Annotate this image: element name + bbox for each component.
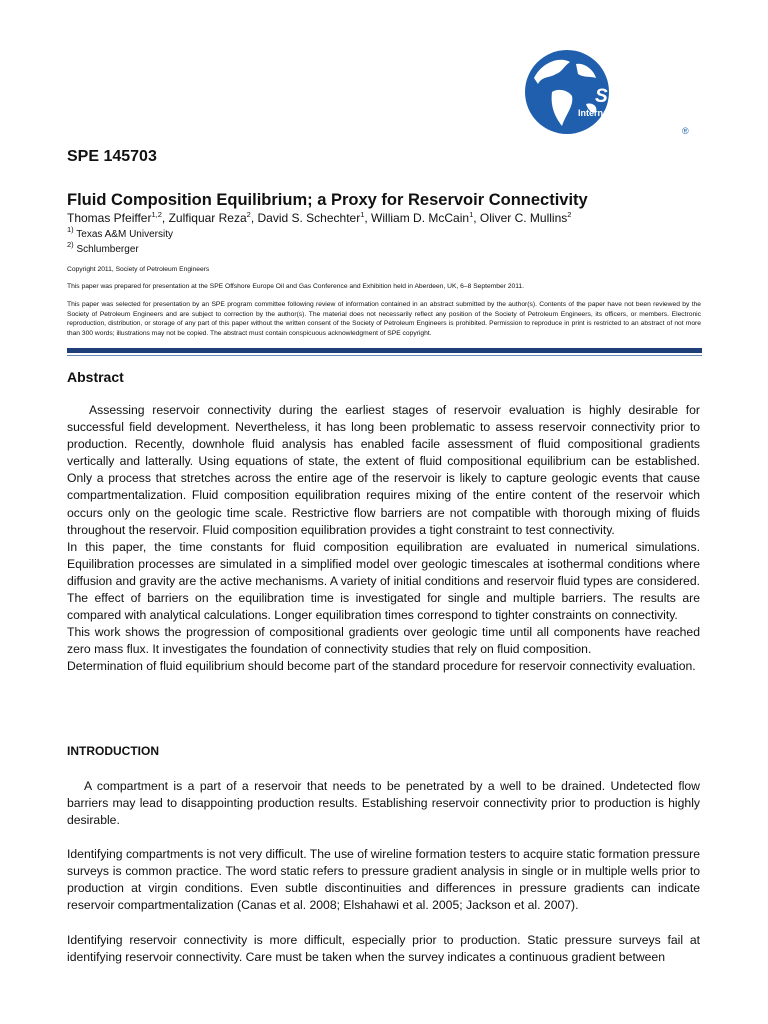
affiliation-2 xyxy=(67,240,139,255)
abstract-paragraph: This work shows the progression of compositional gradients over geologic time until all components have reached zero mass flux. It investigates the foundation of connectivity studies that rely on fluid composition. xyxy=(67,625,700,657)
affiliation-1 xyxy=(67,225,173,240)
author-name: David S. Schechter xyxy=(257,211,361,225)
author-separator: , xyxy=(250,211,258,225)
header-divider xyxy=(67,348,702,353)
affiliation-mark: 1) xyxy=(67,225,74,234)
introduction-paragraph: A compartment is a part of a reservoir that needs to be penetrated by a well to be drained. Undetected flow barriers may lead to disappointing production results. Establishing reservoir connectivity prior to production is highly desirable. xyxy=(67,779,700,828)
affiliation-name: Schlumberger xyxy=(76,244,139,255)
author-affiliation-mark: 2 xyxy=(246,210,251,219)
abstract-paragraph: In this paper, the time constants for fluid composition equilibration are evaluated in numerical simulations. Equilibration processes are simulated in a simplified model over geologic timescales at isothermal conditions where diffusion and gravity are the active mechanisms. A variety of initial conditions and reservoir fluid types are considered. The effect of barriers on the equilibration time is investigated for single and multiple barriers. The results are compared with analytical calculations. Longer equilibration times correspond to tighter constraints on connectivity. xyxy=(67,539,700,623)
author-name: Oliver C. Mullins xyxy=(479,211,568,225)
copyright-notice: Copyright 2011, Society of Petroleum Engineers xyxy=(67,266,210,273)
abstract-paragraph: Assessing reservoir connectivity during the earliest stages of reservoir evaluation is highly desirable for successful field development. Nevertheless, it has long been problematic to assess reservoir connectivity prior to production. Recently, downhole fluid analysis has enabled facile assessment of fluid compositional gradients vertically and latterally. Using equations of state, the extent of fluid compositional equilibrium can be established. Only a process that stretches across the entire age of the reservoir is likely to capture geologic events that cause compartmentalization. Fluid composition equilibration requires mixing of the entire content of the reservoir which occurs only on the geologic time scale. Restrictive flow barriers are not compatible with thorough mixing of fluids throughout the reservoir. Fluid composition equilibration provides a tight constraint to test connectivity. xyxy=(67,403,700,537)
author-name: Thomas Pfeiffer xyxy=(67,211,152,225)
affiliation-name: Texas A&M University xyxy=(76,229,173,240)
affiliation-mark: 2) xyxy=(67,240,74,249)
introduction-paragraph: Identifying reservoir connectivity is more difficult, especially prior to production. Static pressure surveys fail at identifying reservoir connectivity. Care must be taken when the survey indicates a continuous gradient between xyxy=(67,933,700,965)
logo-subtext: International xyxy=(578,108,633,118)
abstract-paragraph: Determination of fluid equilibrium should become part of the standard procedure for reservoir connectivity evaluation. xyxy=(67,659,696,674)
abstract-body xyxy=(67,402,700,676)
presentation-notice: This paper was prepared for presentation at the SPE Offshore Europe Oil and Gas Conference and Exhibition held in Aberdeen, UK, 6–8 September 2011. xyxy=(67,283,525,290)
author-separator: , xyxy=(364,211,372,225)
author-affiliation-mark: 1 xyxy=(469,210,474,219)
selection-notice: This paper was selected for presentation by an SPE program committee following review of information contained in an abstract submitted by the author(s). Contents of the paper have not been reviewed by the Society of Petroleum Engineers and are subject to correction by the author(s). The material does not necessarily reflect any position of the Society of Petroleum Engineers, its officers, or members. Electronic reproduction, distribution, or storage of any part of this paper without the written consent of the Society of Petroleum Engineers is prohibited. Permission to reproduce in print is restricted to an abstract of not more than 300 words; illustrations may not be copied. The abstract must contain conspicuous acknowledgment of SPE copyright. xyxy=(67,301,701,337)
introduction-paragraph: Identifying compartments is not very difficult. The use of wireline formation testers to acquire static formation pressure surveys is common practice. The word static refers to pressure gradient analysis in single or in multiple wells prior to production at virgin conditions. Even subtle discontinuities and differences in pressure gradients can indicate reservoir compartmentalization (Canas et al. 2008; Elshahawi et al. 2005; Jackson et al. 2007). xyxy=(67,847,700,913)
author-separator: , xyxy=(161,211,169,225)
author-affiliation-mark: 2 xyxy=(567,210,572,219)
paper-title: Fluid Composition Equilibrium; a Proxy for Reservoir Connectivity xyxy=(67,191,588,209)
paper-number: SPE 145703 xyxy=(67,148,157,165)
header-divider-thin xyxy=(67,355,702,356)
author-name: Zulfiquar Reza xyxy=(168,211,247,225)
author-separator: , xyxy=(473,211,480,225)
introduction-heading: INTRODUCTION xyxy=(67,744,159,758)
author-affiliation-mark: 1,2 xyxy=(151,210,162,219)
registered-mark: ® xyxy=(682,126,689,136)
spe-international-logo xyxy=(512,48,698,136)
author-name: William D. McCain xyxy=(371,211,470,225)
abstract-heading: Abstract xyxy=(67,369,124,385)
logo-text: SPE xyxy=(595,86,634,107)
author-affiliation-mark: 1 xyxy=(360,210,365,219)
author-list xyxy=(67,211,571,225)
